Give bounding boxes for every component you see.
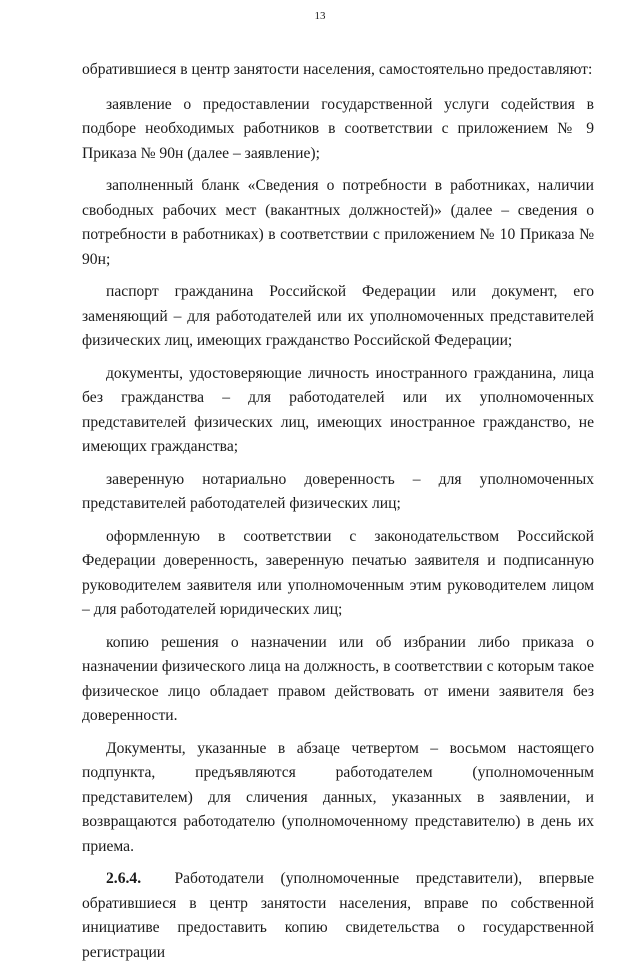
paragraph-vacancy-form: заполненный бланк «Сведения о потребности в работниках, наличии свободных рабочих мест (вакантных должностей)» (далее – сведения о потребности в работниках) в соответствии с приложением № 10 Приказа № 90н;	[82, 177, 594, 268]
paragraph-passport: паспорт гражданина Российской Федерации или документ, его заменяющий – для работодателей или их уполномоченных представителей физических лиц, имеющих гражданство Российской Федерации;	[82, 283, 594, 349]
paragraph-documents-return: Документы, указанные в абзаце четвертом – восьмом настоящего подпункта, предъявляются работодателем (уполномоченным представителем) для сличения данных, указанных в заявлении, и возвращаются работодателю (уполномоченному представителю) в день их приема.	[82, 739, 594, 855]
section-number: 2.6.4.	[106, 870, 142, 887]
section-2-6-4	[82, 867, 594, 965]
paragraph-foreign-id: документы, удостоверяющие личность иностранного гражданина, лица без гражданства – для работодателей или их уполномоченных представителей физических лиц, имеющих иностранное гражданство, не имеющих гражданства;	[82, 364, 594, 455]
paragraph-application: заявление о предоставлении государственной услуги содействия в подборе необходимых работников в соответствии с приложением № 9 Приказа № 90н (далее – заявление);	[82, 95, 594, 162]
paragraph-legal-entity-proxy: оформленную в соответствии с законодательством Российской Федерации доверенность, заверенную печатью заявителя и подписанную руководителем заявителя или уполномоченным этим руководителем лицом – для работодателей юридических лиц;	[82, 527, 594, 618]
document-body	[82, 58, 594, 973]
paragraph-intro: обратившиеся в центр занятости населения, самостоятельно предоставляют:	[82, 61, 593, 78]
paragraph-notarized-proxy: заверенную нотариально доверенность – для уполномоченных представителей работодателей физических лиц;	[82, 470, 594, 512]
section-text: Работодатели (уполномоченные представители), впервые обратившиеся в центр занятости населения, вправе по собственной инициативе предоставить копию свидетельства о государственной регистрации	[82, 870, 594, 961]
paragraph-appointment-copy: копию решения о назначении или об избрании либо приказа о назначении физического лица на должность, в соответствии с которым такое физическое лицо обладает правом действовать от имени заявителя без доверенности.	[82, 633, 594, 724]
page-number: 13	[314, 10, 326, 22]
